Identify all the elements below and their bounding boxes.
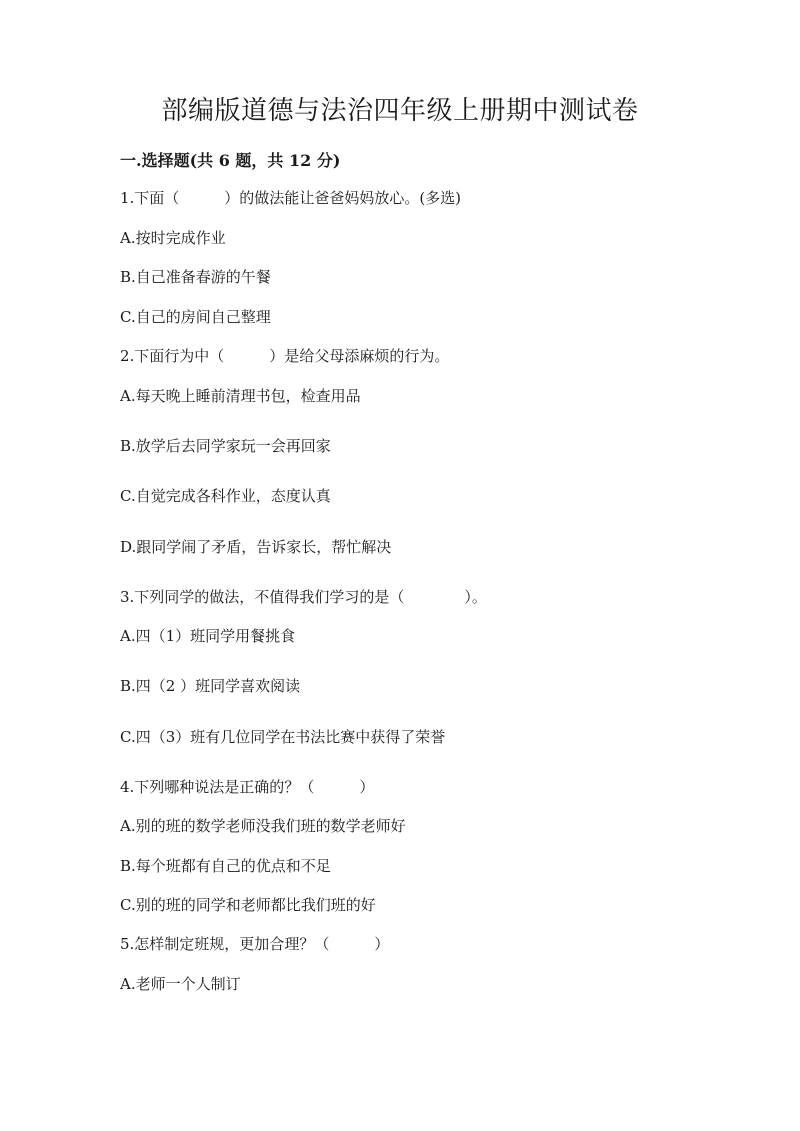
question-3-option-c: C.四（3）班有几位同学在书法比赛中获得了荣誉 <box>120 728 446 746</box>
section-heading: 一.选择题(共 6 题，共 12 分) <box>120 151 341 170</box>
question-1-option-c: C.自己的房间自己整理 <box>120 308 271 326</box>
page-title: 部编版道德与法治四年级上册期中测试卷 <box>161 96 639 126</box>
question-stem-4: 4.下列哪种说法是正确的？（ ） <box>120 778 375 796</box>
question-1-option-b: B.自己准备春游的午餐 <box>120 268 271 286</box>
question-2-option-a: A.每天晚上睡前清理书包，检查用品 <box>120 387 361 405</box>
question-1-option-a: A.按时完成作业 <box>120 229 226 247</box>
question-stem-5: 5.怎样制定班规，更加合理？（ ） <box>120 935 390 953</box>
question-2-option-c: C.自觉完成各科作业，态度认真 <box>120 487 331 505</box>
question-stem-2: 2.下面行为中（ ）是给父母添麻烦的行为。 <box>120 347 450 365</box>
question-3-option-b: B.四（2 ）班同学喜欢阅读 <box>120 677 301 695</box>
question-4-option-b: B.每个班都有自己的优点和不足 <box>120 857 331 875</box>
question-5-option-a: A.老师一个人制订 <box>120 975 241 993</box>
question-4-option-a: A.别的班的数学老师没我们班的数学老师好 <box>120 817 406 835</box>
question-stem-1: 1.下面（ ）的做法能让爸爸妈妈放心。(多选) <box>120 189 462 207</box>
question-stem-3: 3.下列同学的做法，不值得我们学习的是（ ）。 <box>120 588 487 606</box>
question-2-option-d: D.跟同学闹了矛盾，告诉家长，帮忙解决 <box>120 538 392 556</box>
question-3-option-a: A.四（1）班同学用餐挑食 <box>120 627 296 645</box>
question-4-option-c: C.别的班的同学和老师都比我们班的好 <box>120 896 376 914</box>
question-2-option-b: B.放学后去同学家玩一会再回家 <box>120 437 331 455</box>
